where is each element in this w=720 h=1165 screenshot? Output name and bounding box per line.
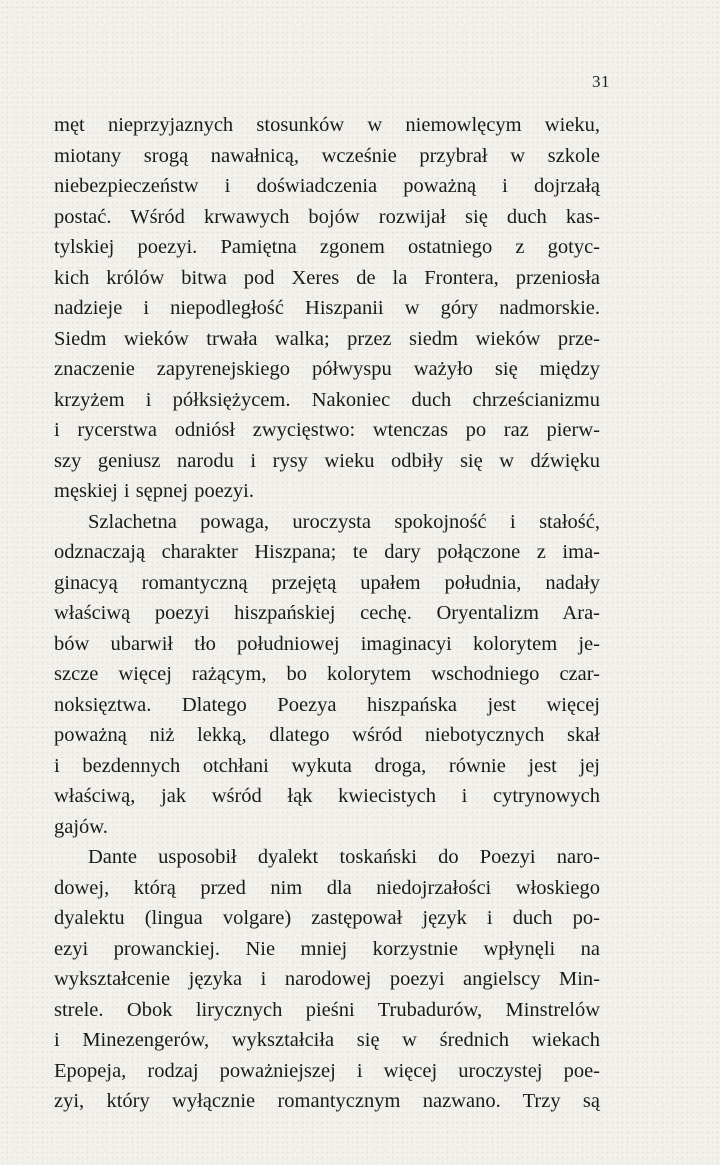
text-line: Epopeja, rodzaj poważniejszej i więcej uroczystej poe- — [54, 1059, 600, 1082]
text-line: i Minezengerów, wykształciła się w średnich wiekach — [54, 1029, 600, 1051]
text-line: bów ubarwił tło południowej imaginacyi kolorytem je- — [54, 632, 600, 655]
text-line: męskiej i sępnej poezyi. — [54, 480, 254, 502]
page-number: 31 — [592, 72, 610, 91]
text-line: odznaczają charakter Hiszpana; te dary połączone z ima- — [54, 541, 600, 563]
text-line: szcze więcej rażącym, bo kolorytem wschodniego czar- — [54, 663, 600, 685]
text-line: i bezdennych otchłani wykuta droga, równie jest jej — [54, 754, 600, 777]
text-line: i rycerstwa odniósł zwycięstwo: wtenczas po raz pierw- — [54, 419, 600, 441]
text-line: ginacyą romantyczną przejętą upałem południa, nadały — [54, 571, 600, 594]
text-line: krzyżem i półksiężycem. Nakoniec duch chrześcianizmu — [54, 388, 600, 411]
text-line: Siedm wieków trwała walka; przez siedm wieków prze- — [54, 327, 600, 350]
text-line: męt nieprzyjaznych stosunków w niemowlęcym wieku, — [54, 114, 600, 136]
text-line: niebezpieczeństw i doświadczenia poważną i dojrzałą — [54, 175, 600, 197]
text-line: poważną niż lekką, dlatego wśród niebotycznych skał — [54, 724, 600, 746]
text-line: kich królów bitwa pod Xeres de la Frontera, przeniosła — [54, 266, 600, 289]
text-line: postać. Wśród krwawych bojów rozwijał się duch kas- — [54, 205, 600, 228]
text-line: noksięztwa. Dlatego Poezya hiszpańska jest więcej — [54, 693, 600, 716]
text-line: nadzieje i niepodległość Hiszpanii w góry nadmorskie. — [54, 297, 600, 319]
text-line: dyalektu (lingua volgare) zastępował język i duch po- — [54, 907, 600, 929]
text-line: miotany srogą nawałnicą, wcześnie przybrał w szkole — [54, 144, 600, 167]
text-line: właściwą, jak wśród łąk kwiecistych i cytrynowych — [54, 785, 600, 807]
text-line: właściwą poezyi hiszpańskiej cechę. Oryentalizm Ara- — [54, 602, 600, 624]
body-text — [54, 110, 600, 1117]
text-line: strele. Obok lirycznych pieśni Trubadurów, Minstrelów — [54, 998, 600, 1021]
text-line: tylskiej poezyi. Pamiętna zgonem ostatniego z gotyc- — [54, 236, 600, 258]
text-line: wykształcenie języka i narodowej poezyi angielscy Min- — [54, 968, 600, 990]
text-line: gajów. — [54, 815, 108, 838]
text-line: dowej, którą przed nim dla niedojrzałości włoskiego — [54, 876, 600, 899]
text-line: zyi, który wyłącznie romantycznym nazwano. Trzy są — [54, 1090, 600, 1112]
text-line: ezyi prowanckiej. Nie mniej korzystnie wpłynęli na — [54, 937, 600, 960]
text-line: Szlachetna powaga, uroczysta spokojność i stałość, — [88, 510, 600, 533]
text-line: Dante usposobił dyalekt toskański do Poezyi naro- — [88, 846, 600, 868]
text-line: szy geniusz narodu i rysy wieku odbiły się w dźwięku — [54, 449, 600, 472]
text-line: znaczenie zapyrenejskiego półwyspu ważyło się między — [54, 358, 600, 380]
